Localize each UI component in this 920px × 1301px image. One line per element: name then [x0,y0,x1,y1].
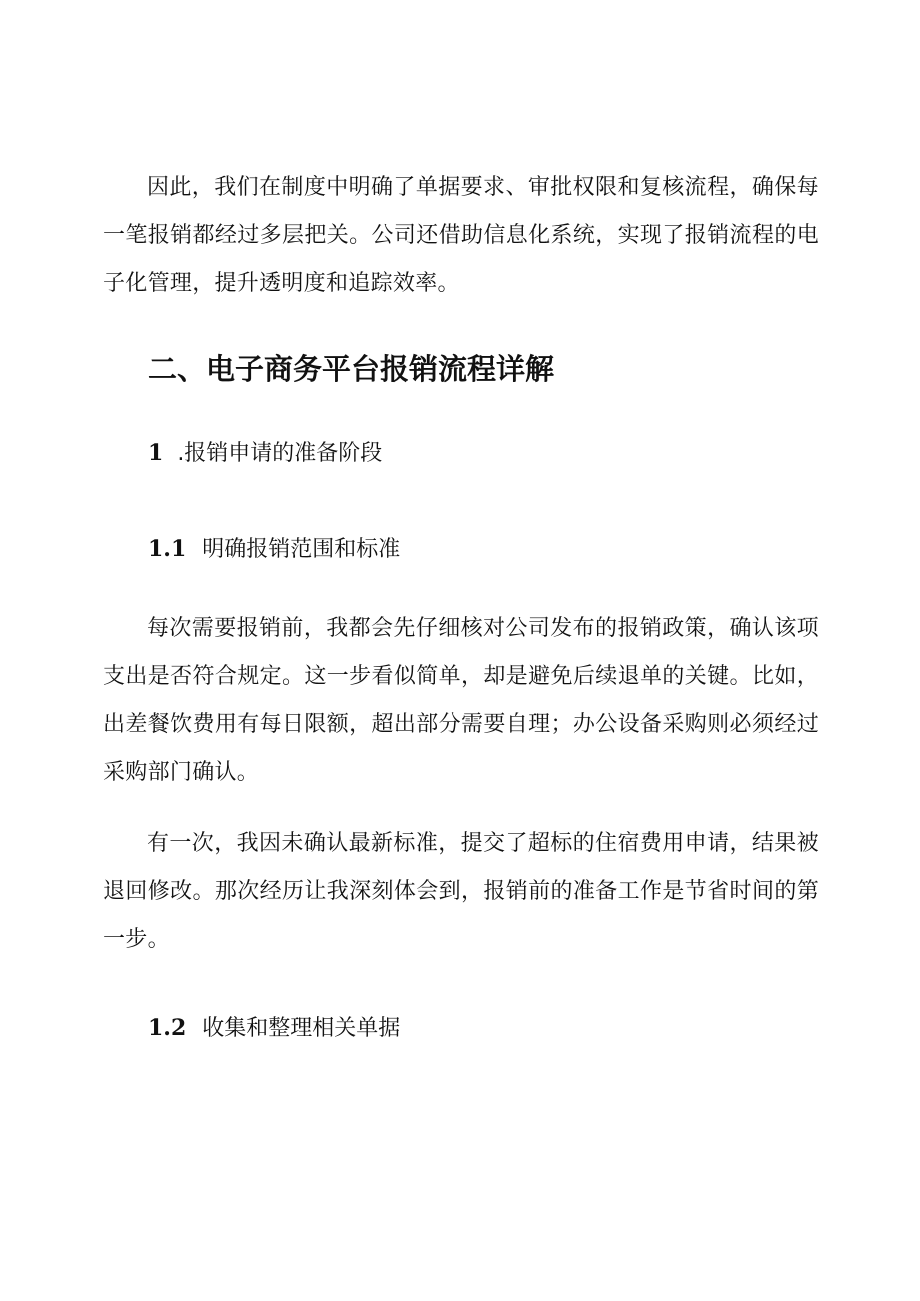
subsection-heading-1-2 [148,1008,400,1049]
subsection-number: 1 [148,440,164,466]
subsection-title: 明确报销范围和标准 [202,537,401,562]
body-paragraph-experience: 有一次，我因未确认最新标准，提交了超标的住宿费用申请，结果被退回修改。那次经历让我深刻体会到，报销前的准备工作是节省时间的第一步。 [103,831,819,952]
subsection-heading-1 [148,433,382,474]
subsection-number: 1.1 [148,536,187,562]
subsection-title: .报销申请的准备阶段 [177,441,383,466]
section-heading: 二、电子商务平台报销流程详解 [148,352,555,386]
intro-paragraph: 因此，我们在制度中明确了单据要求、审批权限和复核流程，确保每一笔报销都经过多层把关。公司还借助信息化系统，实现了报销流程的电子化管理，提升透明度和追踪效率。 [103,175,819,296]
subsection-number: 1.2 [148,1015,187,1041]
subsection-heading-1-1 [148,529,400,570]
body-paragraph-policy: 每次需要报销前，我都会先仔细核对公司发布的报销政策，确认该项支出是否符合规定。这一步看似简单，却是避免后续退单的关键。比如，出差餐饮费用有每日限额，超出部分需要自理；办公设备采购则必须经过采购部门确认。 [103,616,819,785]
subsection-title: 收集和整理相关单据 [202,1016,401,1041]
